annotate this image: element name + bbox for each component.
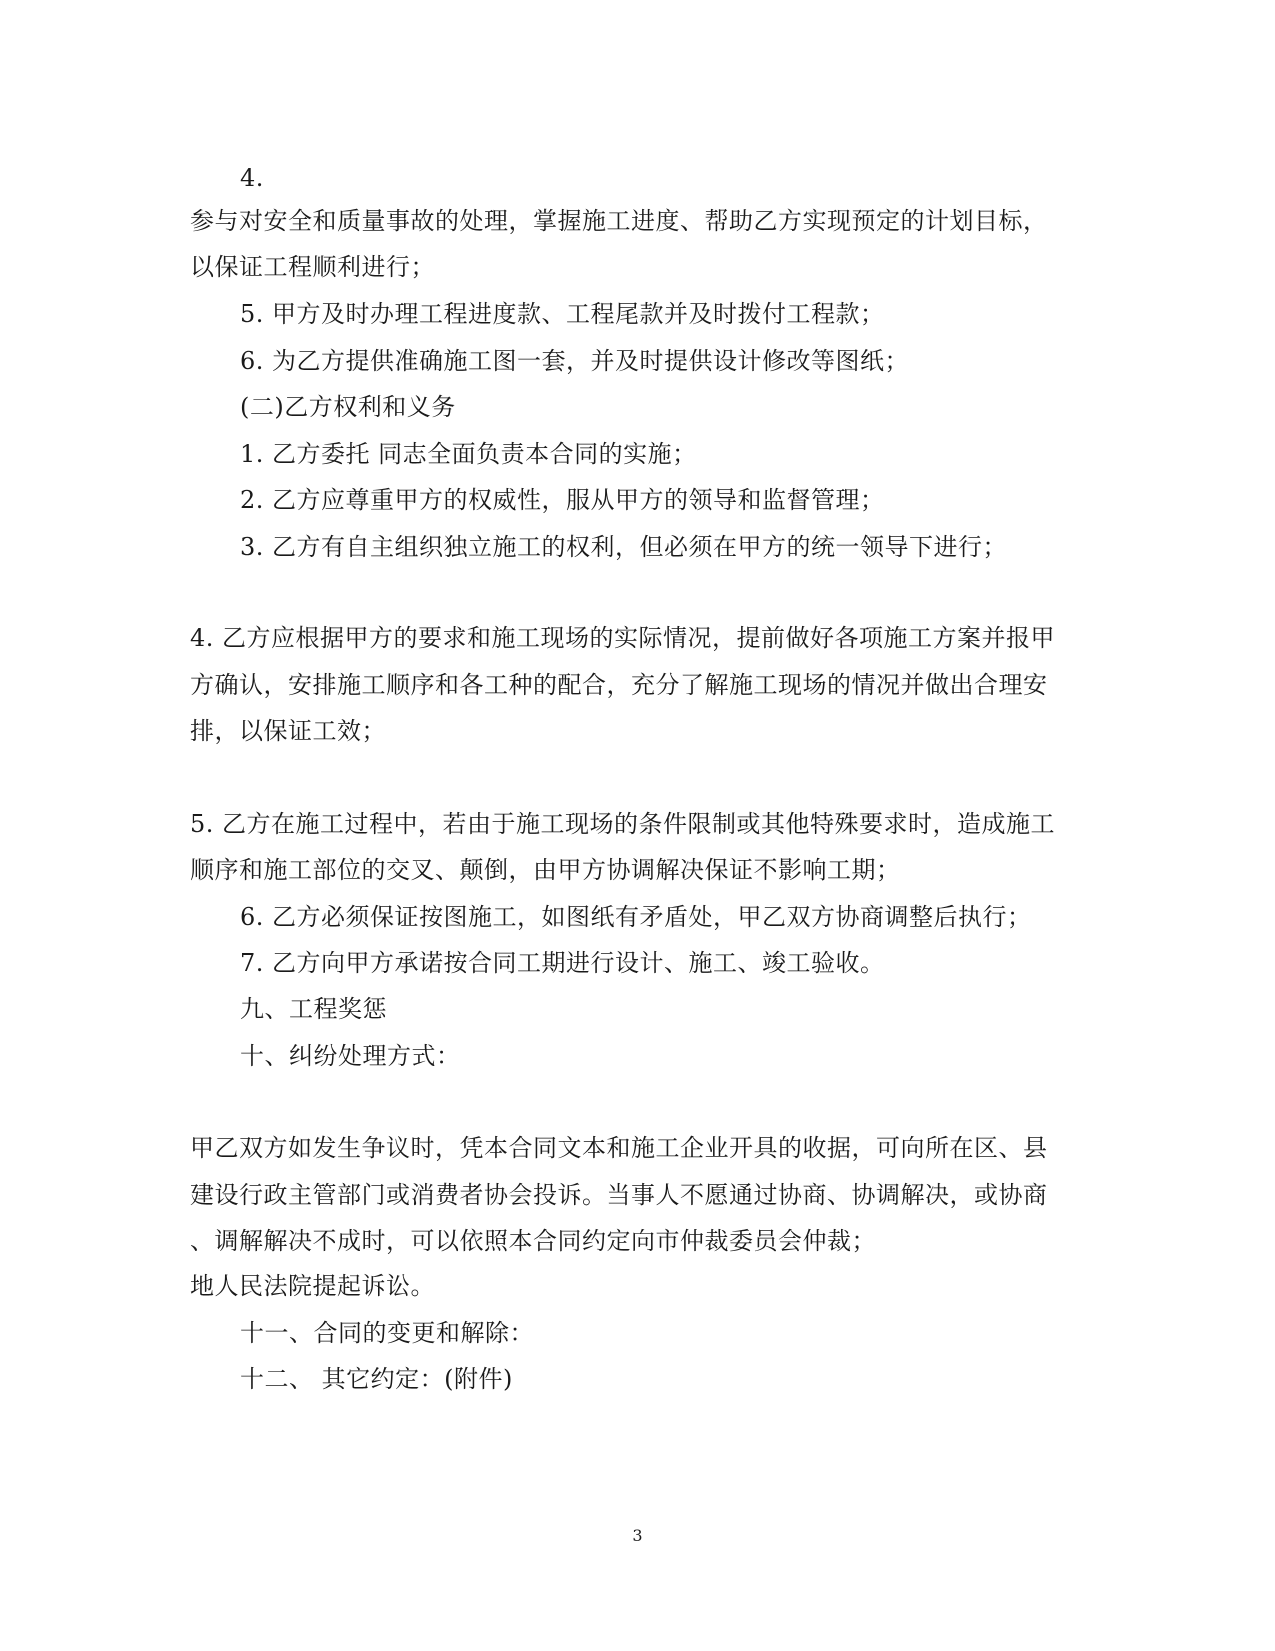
section-heading: 九、工程奖惩 — [240, 995, 387, 1023]
text-line: 地人民法院提起诉讼。 — [190, 1272, 435, 1300]
text-line: 4. 乙方应根据甲方的要求和施工现场的实际情况，提前做好各项施工方案并报甲 — [190, 624, 1056, 652]
page-number: 3 — [632, 1526, 643, 1545]
section-heading: 十一、合同的变更和解除： — [240, 1319, 534, 1347]
text-line: 4. — [240, 164, 264, 192]
text-line: 甲乙双方如发生争议时，凭本合同文本和施工企业开具的收据，可向所在区、县 — [190, 1134, 1048, 1162]
text-line: 、调解解决不成时，可以依照本合同约定向市仲裁委员会仲裁； — [190, 1227, 876, 1255]
section-heading: 十、纠纷处理方式： — [240, 1042, 461, 1070]
section-heading: (二)乙方权利和义务 — [240, 393, 456, 421]
text-line: 2. 乙方应尊重甲方的权威性，服从甲方的领导和监督管理； — [240, 486, 885, 514]
text-line: 6. 为乙方提供准确施工图一套，并及时提供设计修改等图纸； — [240, 347, 910, 375]
text-line: 顺序和施工部位的交叉、颠倒，由甲方协调解决保证不影响工期； — [190, 856, 901, 884]
text-line: 7. 乙方向甲方承诺按合同工期进行设计、施工、竣工验收。 — [240, 949, 885, 977]
text-line: 6. 乙方必须保证按图施工，如图纸有矛盾处，甲乙双方协商调整后执行； — [240, 903, 1032, 931]
text-line: 参与对安全和质量事故的处理，掌握施工进度、帮助乙方实现预定的计划目标， — [190, 207, 1048, 235]
text-line: 以保证工程顺利进行； — [190, 253, 435, 281]
text-line: 5. 甲方及时办理工程进度款、工程尾款并及时拨付工程款； — [240, 300, 885, 328]
text-line: 3. 乙方有自主组织独立施工的权利，但必须在甲方的统一领导下进行； — [240, 533, 1008, 561]
text-line: 建设行政主管部门或消费者协会投诉。当事人不愿通过协商、协调解决，或协商 — [190, 1181, 1048, 1209]
text-line: 1. 乙方委托 同志全面负责本合同的实施； — [240, 440, 697, 468]
section-heading: 十二、 其它约定：(附件) — [240, 1365, 513, 1393]
text-line: 方确认，安排施工顺序和各工种的配合，充分了解施工现场的情况并做出合理安 — [190, 671, 1048, 699]
text-line: 排，以保证工效； — [190, 717, 386, 745]
text-line: 5. 乙方在施工过程中，若由于施工现场的条件限制或其他特殊要求时，造成施工 — [190, 810, 1056, 838]
